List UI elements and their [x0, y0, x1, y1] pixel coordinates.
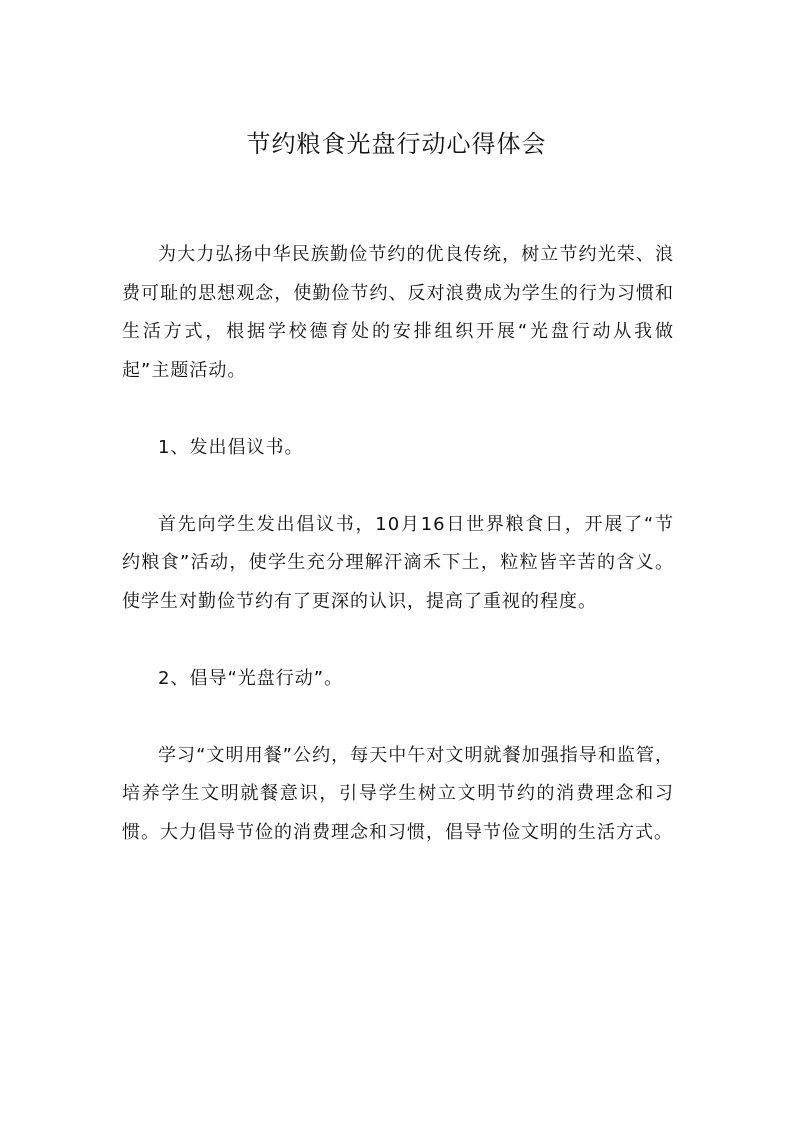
intro-paragraph: 为大力弘扬中华民族勤俭节约的优良传统，树立节约光荣、浪费可耻的思想观念，使勤俭节约、反对浪费成为学生的行为习惯和生活方式，根据学校德育处的安排组织开展“光盘行动从我做起”主题活动。 [122, 244, 674, 381]
paragraph-gap [122, 621, 674, 660]
paragraph-gap [122, 698, 674, 737]
document-body [122, 236, 674, 852]
section-heading-2: 2、倡导“光盘行动”。 [158, 667, 344, 689]
paragraph-gap [122, 390, 674, 429]
section-heading-1: 1、发出倡议书。 [158, 436, 304, 458]
paragraph-gap [122, 467, 674, 506]
section-1-paragraph: 首先向学生发出倡议书，10月16日世界粮食日，开展了“节约粮食”活动，使学生充分理解汗滴禾下土，粒粒皆辛苦的含义。使学生对勤俭节约有了更深的认识，提高了重视的程度。 [122, 513, 674, 612]
section-2-paragraph: 学习“文明用餐”公约，每天中午对文明就餐加强指导和监管，培养学生文明就餐意识，引导学生树立文明节约的消费理念和习惯。大力倡导节俭的消费理念和习惯，倡导节俭文明的生活方式。 [122, 744, 674, 843]
document-title: 节约粮食光盘行动心得体会 [246, 130, 547, 158]
